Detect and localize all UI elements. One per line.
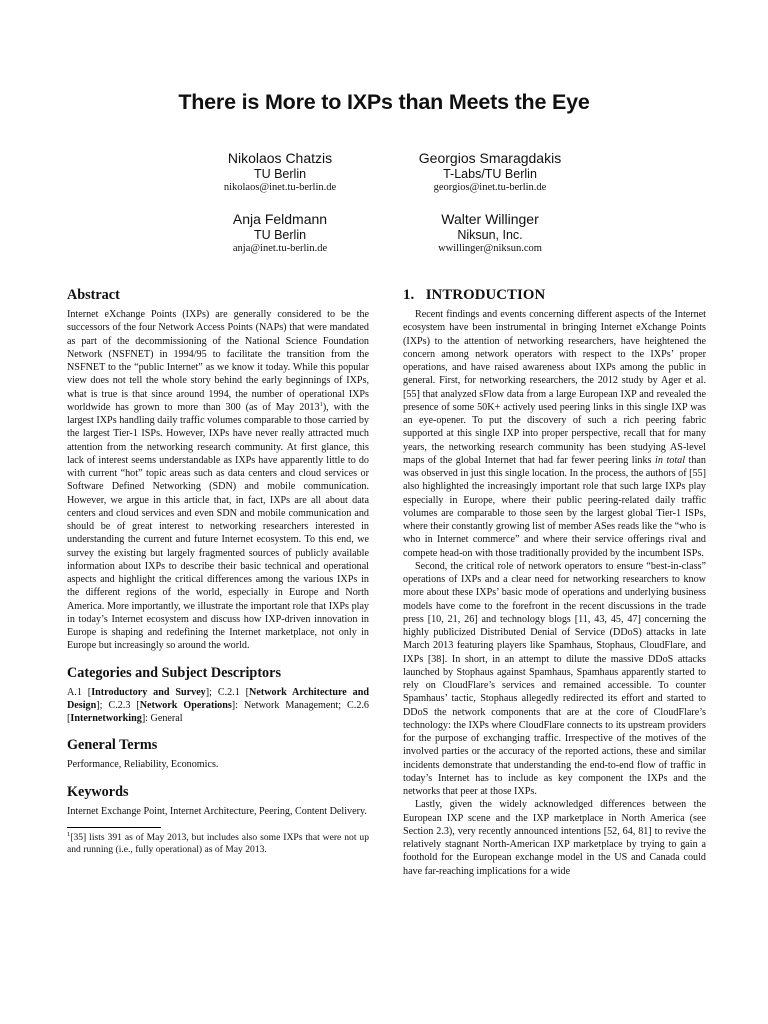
categories-plain: ]: Network Management; C.2.6 [	[67, 699, 369, 724]
author-name: Anja Feldmann	[232, 211, 328, 227]
intro-paragraph-2: Second, the critical role of network operators to ensure “best-in-class” operations of IXPs and a clear need for networking researchers to know more about these IXPs’ basic mode of operations and underlying business models have come to the forefront in the recent discussions in the trade press [10, 21, 26] and technology blogs [11, 43, 45, 47] concerning the highly publicized Distributed Denial of Service (DDoS) attacks in late March 2013 featuring players like Spamhaus, Stophaus, CloudFlare, and IXPs [38]. In short, in an attempt to dilute the massive DDoS attacks launched by Stophaus against Spamhaus, Spamhaus apparently started to rely on CloudFlare’s services and remained accessible. To counter Spamhaus’ tactic, Stophaus allegedly redirected its effort and started to DDoS the network components that are at the core of CloudFlare’s technology: the IXPs where CloudFlare connects to its upstream providers for the purpose of exchanging traffic. Irrespective of the motives of the involved parties or the accuracy of the reported actions, these and similar incidents demonstrate that understanding the end-to-end flow of traffic in today’s Internet has to include as key component the IXPs and the networks that peer at those IXPs.	[403, 560, 706, 797]
abstract-text-part1: Internet eXchange Points (IXPs) are generally considered to be the successors of the four Network Access Points (NAPs) that were mandated as part of the decommissioning of the National Science Foundation Network (NSFNET) in 1994/95 to facilitate the transition from the NSFNET to the “public Internet” as we know it today. While this popular view does not tell the whole story behind the early beginnings of IXPs, what is true is that since around 1994, the number of operational IXPs worldwide has grown to more than 300 (as of May 2013	[67, 309, 369, 413]
categories-bold: Introductory and Survey	[91, 686, 206, 698]
keywords-text: Internet Exchange Point, Internet Architecture, Peering, Content Delivery.	[67, 805, 367, 817]
categories-heading: Categories and Subject Descriptors	[67, 664, 281, 681]
author-email: georgios@inet.tu-berlin.de	[433, 182, 547, 193]
right-column	[403, 286, 706, 878]
footnote-divider	[67, 827, 161, 828]
categories-bold: Network Operations	[139, 699, 232, 711]
general-terms-heading: General Terms	[67, 737, 158, 754]
footnote-marker: 1	[319, 400, 323, 408]
intro-emphasis: in total	[655, 454, 686, 466]
intro-paragraph-1	[403, 308, 706, 560]
abstract-text	[67, 308, 369, 653]
author-email: nikolaos@inet.tu-berlin.de	[223, 182, 337, 193]
categories-text	[67, 686, 369, 726]
author-block	[360, 211, 620, 256]
author-name: Georgios Smaragdakis	[418, 150, 562, 166]
intro-paragraph-3: Lastly, given the widely acknowledged differences between the European IXP scene and the IXP marketplace in North America (see Section 2.3), very recently announced intentions [52, 64, 81] to revive the relatively stagnant North-American IXP marketplace by trying to gain a foothold for the European exchange model in the US and Canada could have far-reaching implications for a wide	[403, 799, 706, 877]
categories-plain: ]; C.2.3 [	[96, 699, 140, 711]
categories-bold: Internetworking	[70, 713, 142, 724]
footnote	[67, 832, 369, 856]
footnote-text: [35] lists 391 as of May 2013, but includes also some IXPs that were not up and running (i.e., fully operational) as of May 2013.	[67, 831, 369, 855]
paper-title: There is More to IXPs than Meets the Eye	[178, 90, 590, 114]
author-block	[360, 150, 620, 195]
author-affiliation: TU Berlin	[253, 228, 307, 242]
intro-text: than was observed in just this single location. In the process, the authors of [55] also highlighted the increasingly important role that such large IXPs play especially in Europe, where their public peering-related daily traffic volumes are comparable to those seen by the largest global Tier-1 ISPs, where their constantly growing list of member ASes reads like the “who is who in Internet commerce” and where their service offerings rival and compete head-on with those traditionally provided by the incumbent ISPs.	[403, 454, 706, 559]
categories-plain: ]; C.2.1 [	[205, 686, 250, 698]
author-affiliation: T-Labs/TU Berlin	[443, 167, 537, 181]
author-affiliation: Niksun, Inc.	[457, 228, 523, 242]
author-affiliation: TU Berlin	[253, 167, 307, 181]
general-terms-text: Performance, Reliability, Economics.	[67, 759, 219, 771]
categories-plain: ]: General	[141, 713, 183, 724]
author-name: Walter Willinger	[441, 211, 539, 227]
author-name: Nikolaos Chatzis	[227, 150, 333, 166]
author-email: wwillinger@niksun.com	[438, 243, 542, 254]
footnote-mark: 1	[67, 830, 71, 838]
keywords-heading: Keywords	[67, 783, 129, 800]
abstract-text-part2: ), with the largest IXPs handling daily traffic volumes comparable to those carried by the largest Tier-1 ISPs. However, IXPs have never really attracted much attention from the networking research community. At first glance, this lack of interest seems understandable as IXPs have apparently little to do with current “hot” topic areas such as data centers and cloud services or Software Defined Networking (SDN) and mobile communication. However, we argue in this article that, in fact, IXPs are all about data centers and cloud services and even SDN and mobile communication and should be of great interest to networking researchers interested in understanding the current and future Internet ecosystem. To this end, we survey the existing but largely fragmented sources of publicly available information about IXPs to describe their basic technical and operational aspects and highlight the critical differences among the various IXPs in the different regions of the world, especially in Europe and North America. More importantly, we illustrate the important role that IXPs play in today’s Internet ecosystem and discuss how IXP-driven innovation in Europe is shaping and redefining the Internet marketplace, not only in Europe but increasingly so around the world.	[67, 401, 369, 652]
categories-bold: Network Architecture and Design	[67, 686, 370, 711]
categories-plain: A.1 [	[67, 686, 92, 698]
intro-text: Recent findings and events concerning different aspects of the Internet ecosystem have been instrumental in bringing Internet eXchange Points (IXPs) to the attention of networking researchers, have heightened the concern among network operators with respect to the IXPs’ proper operations, and have raised awareness about IXPs among the public in general. First, for networking researchers, the 2012 study by Ager et al. [55] that analyzed sFlow data from a large European IXP and revealed the presence of some 50K+ actively used peering links in this single IXP was an eye-opener. To put the discovery of such a rich peering fabric supported at this single IXP into proper perspective, recall that for many years, the networking research community has been studying AS-level maps of the global Internet that had far fewer peering links	[403, 309, 706, 466]
introduction-heading: 1. INTRODUCTION	[403, 287, 546, 303]
left-column	[67, 286, 369, 855]
abstract-heading: Abstract	[67, 287, 120, 303]
author-email: anja@inet.tu-berlin.de	[232, 243, 328, 254]
